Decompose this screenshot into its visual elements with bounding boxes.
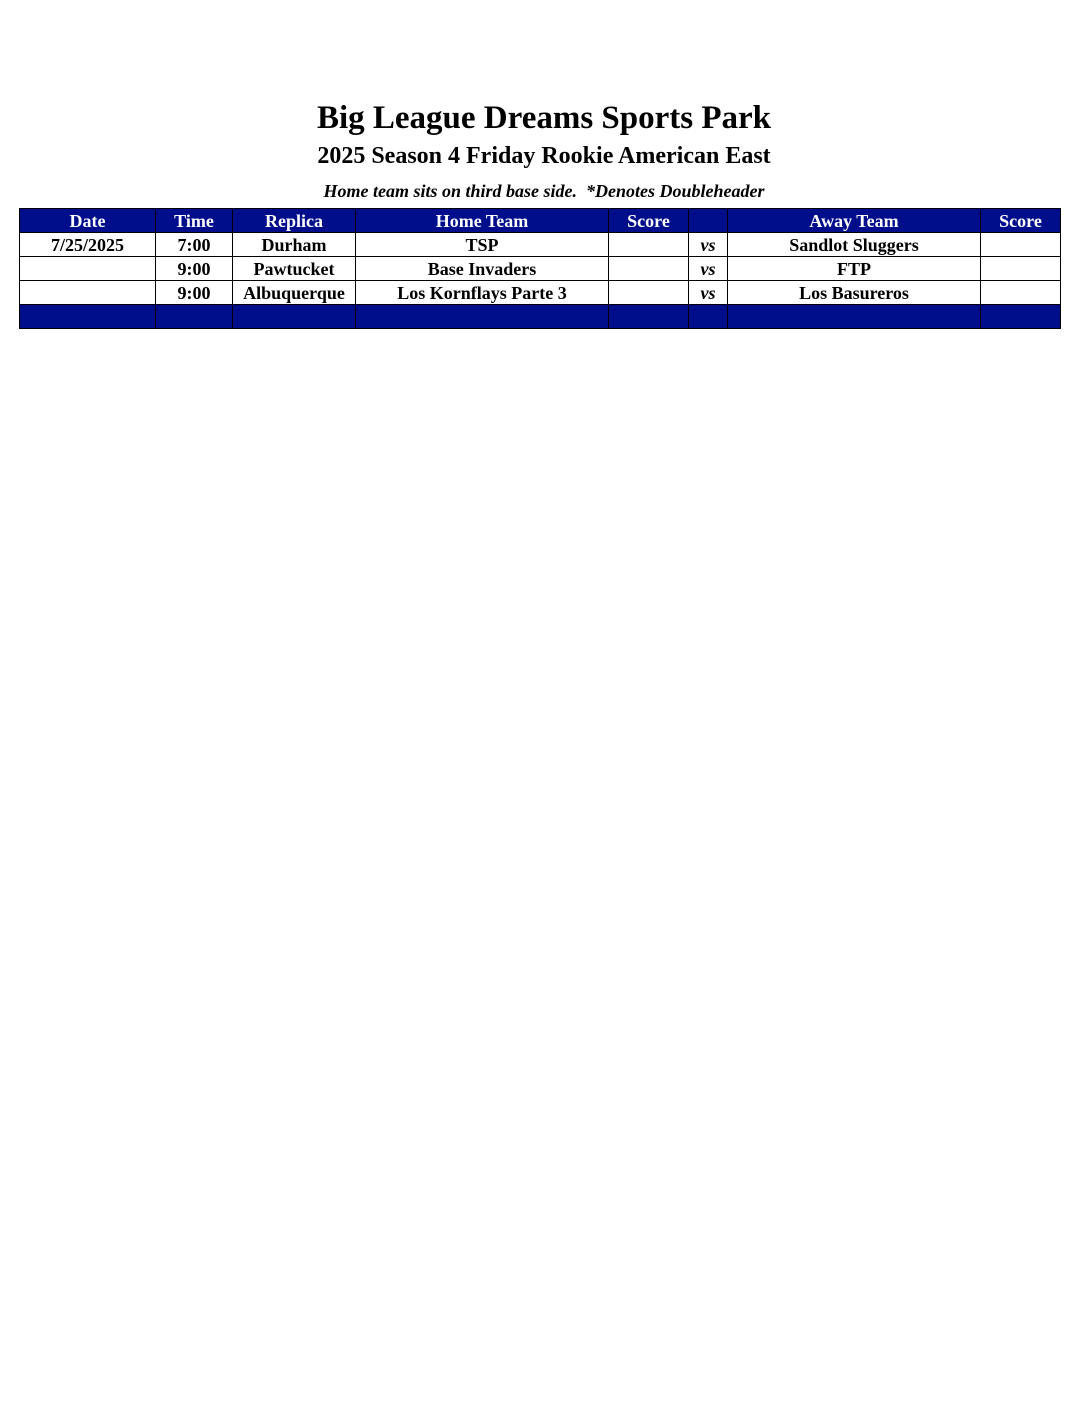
cell-away-score [981, 257, 1061, 281]
column-header-away-score: Score [981, 209, 1061, 233]
column-header-date: Date [20, 209, 156, 233]
column-header-home-score: Score [609, 209, 689, 233]
footer-cell [233, 305, 356, 329]
cell-vs: vs [689, 257, 728, 281]
cell-home-team: TSP [356, 233, 609, 257]
cell-date: 7/25/2025 [20, 233, 156, 257]
cell-away-team: FTP [728, 257, 981, 281]
page-subtitle: 2025 Season 4 Friday Rookie American East [317, 143, 771, 169]
cell-home-score [609, 233, 689, 257]
table-row [20, 281, 1061, 305]
footer-cell [728, 305, 981, 329]
cell-date [20, 257, 156, 281]
cell-replica: Pawtucket [233, 257, 356, 281]
footer-cell [356, 305, 609, 329]
cell-home-team: Los Kornflays Parte 3 [356, 281, 609, 305]
cell-away-score [981, 233, 1061, 257]
cell-away-score [981, 281, 1061, 305]
cell-home-score [609, 281, 689, 305]
cell-away-team: Sandlot Sluggers [728, 233, 981, 257]
cell-home-score [609, 257, 689, 281]
column-header-vs [689, 209, 728, 233]
footer-cell [689, 305, 728, 329]
footer-cell [20, 305, 156, 329]
column-header-replica: Replica [233, 209, 356, 233]
footer-cell [156, 305, 233, 329]
cell-replica: Albuquerque [233, 281, 356, 305]
cell-time: 7:00 [156, 233, 233, 257]
cell-vs: vs [689, 233, 728, 257]
footer-cell [981, 305, 1061, 329]
table-row [20, 257, 1061, 281]
cell-time: 9:00 [156, 281, 233, 305]
column-header-away-team: Away Team [728, 209, 981, 233]
cell-away-team: Los Basureros [728, 281, 981, 305]
table-header-row [20, 209, 1061, 233]
footer-cell [609, 305, 689, 329]
column-header-home-team: Home Team [356, 209, 609, 233]
schedule-table [19, 208, 1061, 329]
page-title: Big League Dreams Sports Park [316, 100, 772, 136]
cell-vs: vs [689, 281, 728, 305]
cell-time: 9:00 [156, 257, 233, 281]
column-header-time: Time [156, 209, 233, 233]
cell-date [20, 281, 156, 305]
cell-replica: Durham [233, 233, 356, 257]
schedule-note: Home team sits on third base side. *Denotes Doubleheader [323, 181, 765, 201]
table-footer-row [20, 305, 1061, 329]
cell-home-team: Base Invaders [356, 257, 609, 281]
table-row [20, 233, 1061, 257]
